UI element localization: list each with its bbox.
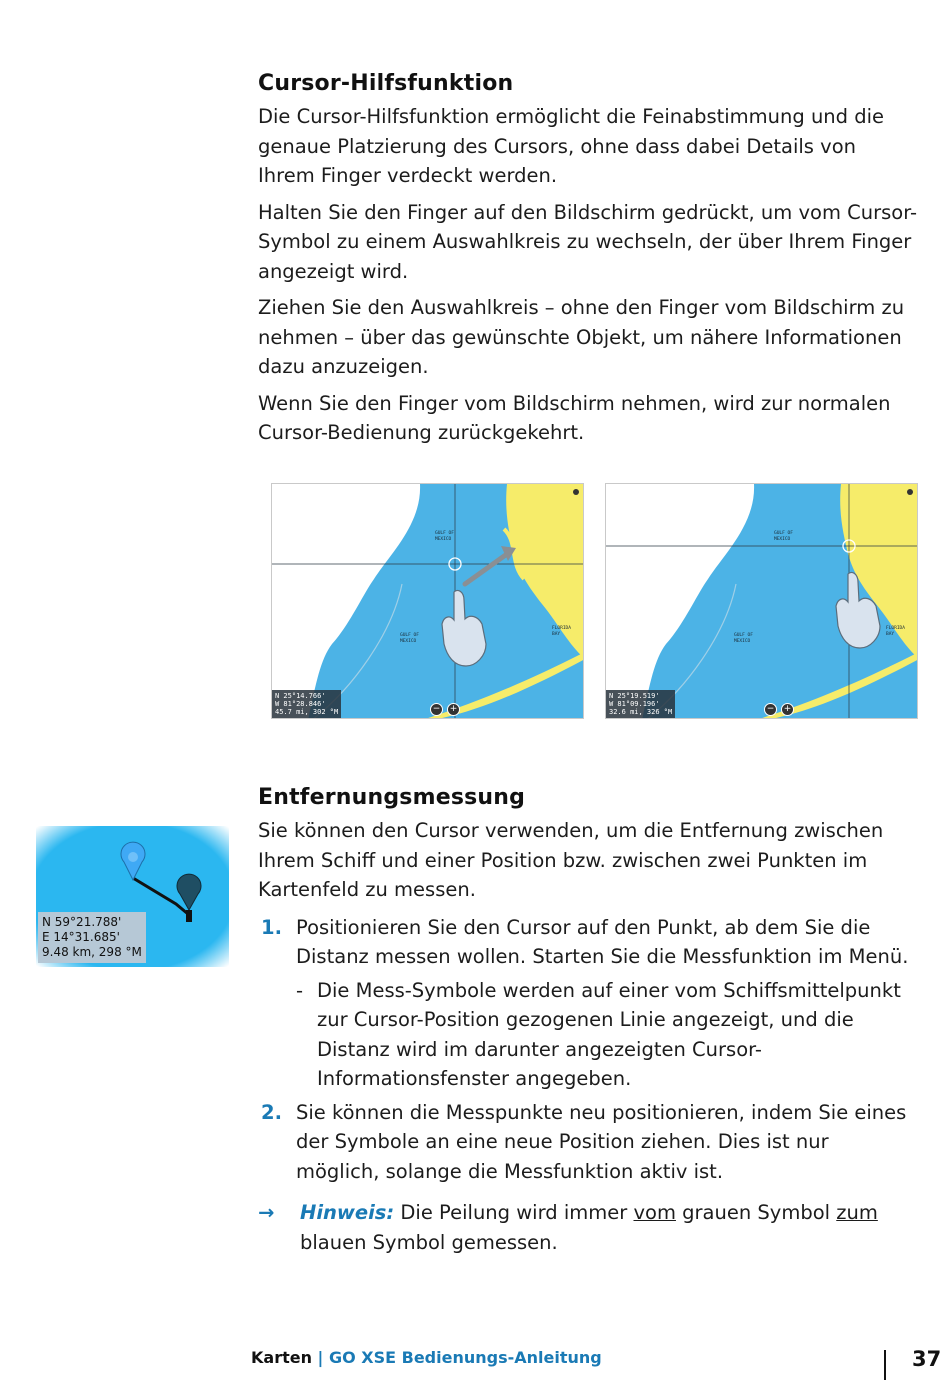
readout-lon: W 81°09.196' — [609, 700, 660, 708]
map-label: MEXICO — [774, 537, 791, 542]
measurement-readout — [38, 912, 146, 963]
heading-distance-measure: Entfernungsmessung — [258, 785, 526, 810]
chart-screenshot-2 — [605, 483, 918, 719]
heading-cursor-assist: Cursor-Hilfsfunktion — [258, 71, 514, 96]
intro-paragraph: Sie können den Cursor verwenden, um die Entfernung zwischen Ihrem Schiff und einer Position bzw. zwischen zwei Punkten im Kartenfeld zu messen. — [258, 819, 884, 901]
paragraph: Ziehen Sie den Auswahlkreis – ohne den Finger vom Bildschirm zu nehmen – über das gewünschte Objekt, um nähere Informationen dazu anzuzeigen. — [258, 296, 905, 378]
readout-lat: N 25°19.519' — [609, 692, 660, 700]
step-number: 1. — [261, 915, 282, 939]
map-label: MEXICO — [435, 537, 452, 542]
note-underline-from: vom — [633, 1201, 676, 1224]
readout-lat: N 25°14.766' — [275, 692, 326, 700]
step-text: Positionieren Sie den Cursor auf den Punkt, ab dem Sie die Distanz messen wollen. Starten Sie die Messfunktion im Menü. — [296, 915, 909, 968]
step-1 — [258, 913, 918, 1094]
paragraph: Die Cursor-Hilfsfunktion ermöglicht die Feinabstimmung und die genaue Platzierung des Cursors, ohne dass dabei Details von Ihrem Finger verdeckt werden. — [258, 105, 885, 187]
readout-lon: W 81°28.846' — [275, 700, 326, 708]
map-label: GULF OF — [435, 531, 454, 536]
map-label: MEXICO — [400, 639, 417, 644]
map-label: BAY — [552, 632, 561, 637]
note-label: Hinweis: — [300, 1201, 395, 1224]
map-label: GULF OF — [774, 531, 793, 536]
sub-marker: - — [296, 978, 304, 1002]
footer-divider — [884, 1350, 886, 1380]
chart-screenshot-1 — [271, 483, 584, 719]
readout-lat: N 59°21.788' — [42, 915, 122, 929]
zoom-controls-2 — [764, 703, 794, 716]
note-text: Die Peilung wird immer — [394, 1201, 634, 1224]
step-text: Sie können die Messpunkte neu positionieren, indem Sie eines der Symbole an eine neue Position ziehen. Dies ist nur möglich, solange die Messfunktion aktiv ist. — [296, 1100, 907, 1183]
cursor-readout-1 — [272, 690, 341, 718]
readout-lon: E 14°31.685' — [42, 930, 120, 944]
map-label: BAY — [886, 632, 895, 637]
sub-item — [296, 976, 918, 1094]
cursor-readout-2 — [606, 690, 675, 718]
footer — [251, 1348, 602, 1367]
arrow-right-icon: → — [258, 1201, 275, 1224]
section-distance-measure — [258, 785, 918, 1257]
note-underline-to: zum — [836, 1201, 878, 1224]
zoom-out-icon: − — [764, 703, 777, 716]
zoom-in-icon: + — [447, 703, 460, 716]
map-label: MEXICO — [734, 639, 751, 644]
page-number: 37 — [912, 1347, 942, 1371]
map-label: GULF OF — [400, 633, 419, 638]
note-text: grauen Symbol — [675, 1201, 837, 1224]
map-label: FLORIDA — [886, 626, 905, 631]
zoom-out-icon: − — [430, 703, 443, 716]
section-cursor-assist — [258, 71, 918, 455]
map-labels-1 — [272, 484, 584, 719]
footer-section: Karten — [251, 1348, 312, 1367]
step-2 — [258, 1098, 918, 1187]
readout-distance: 45.7 mi, 302 °M — [275, 708, 339, 716]
sub-text: Die Mess-Symbole werden auf einer vom Schiffsmittelpunkt zur Cursor-Position gezogenen Linie angezeigt, und die Distanz wird im darunter angezeigten Cursor-Informationsfenster angegeben. — [317, 978, 901, 1090]
map-label: GULF OF — [734, 633, 753, 638]
note-text: blauen Symbol gemessen. — [300, 1230, 558, 1254]
step-number: 2. — [261, 1100, 282, 1124]
steps-list — [258, 913, 918, 1187]
readout-distance: 32.6 mi, 326 °M — [609, 708, 673, 716]
measurement-figure — [36, 826, 229, 967]
paragraph: Wenn Sie den Finger vom Bildschirm nehmen, wird zur normalen Cursor-Bedienung zurückgekehrt. — [258, 391, 891, 444]
footer-separator: | — [311, 1348, 329, 1367]
note — [258, 1198, 918, 1257]
zoom-in-icon: + — [781, 703, 794, 716]
cursor-assist-figures — [271, 483, 918, 719]
footer-manual-title: GO XSE Bedienungs-Anleitung — [328, 1348, 602, 1367]
map-labels-2 — [606, 484, 918, 719]
zoom-controls-1 — [430, 703, 460, 716]
readout-distance: 9.48 km, 298 °M — [42, 945, 142, 959]
paragraph: Halten Sie den Finger auf den Bildschirm gedrückt, um vom Cursor-Symbol zu einem Auswahlkreis zu wechseln, der über Ihrem Finger angezeigt wird. — [258, 200, 918, 283]
map-label: FLORIDA — [552, 626, 571, 631]
